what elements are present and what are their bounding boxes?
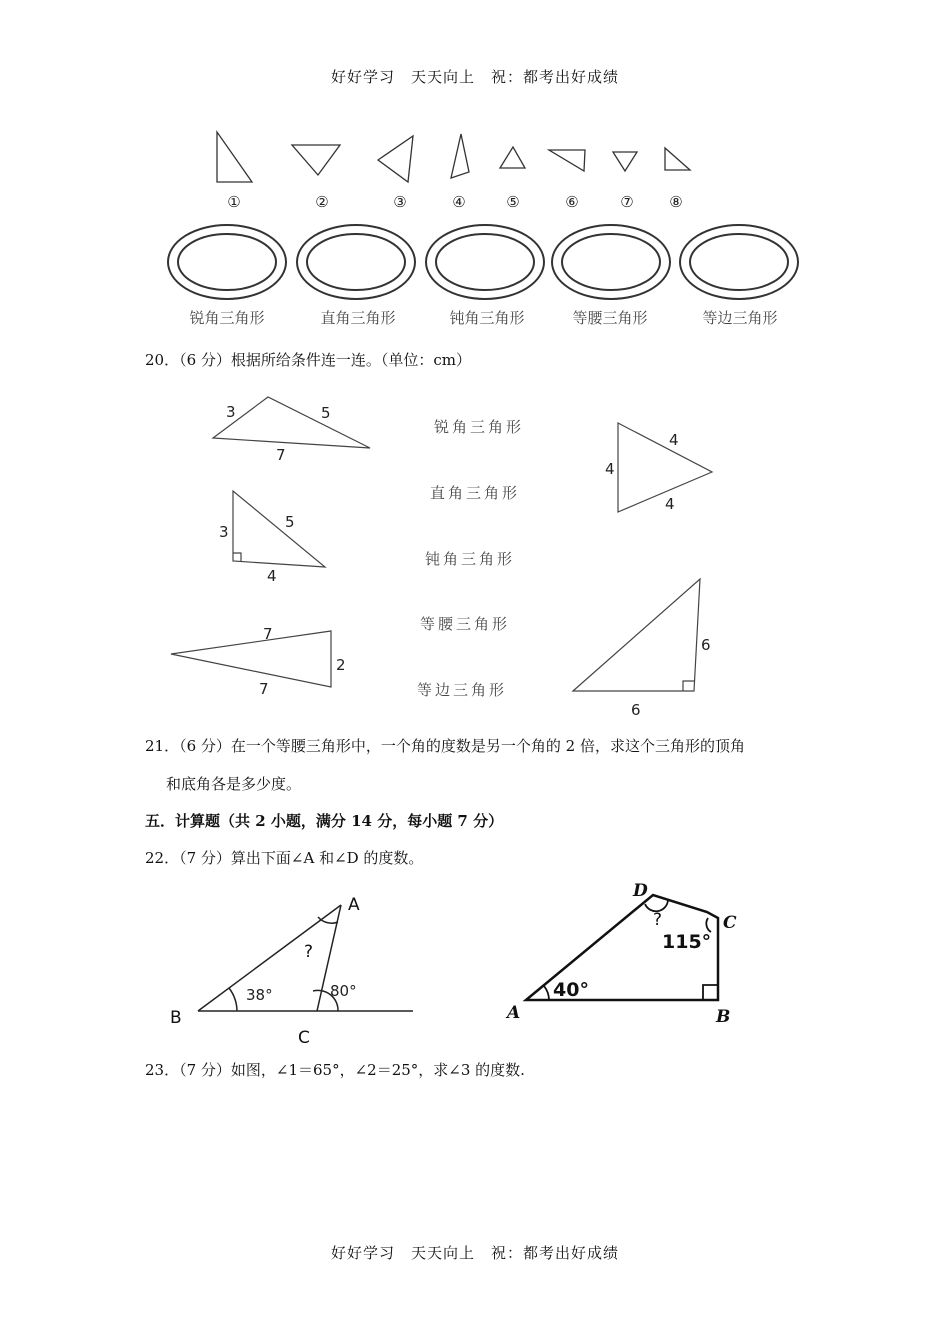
category-label-2: 直角三角形 <box>320 309 396 327</box>
triangle-3 <box>378 136 413 182</box>
fig1-label-C: C <box>298 1028 310 1048</box>
right-angle-mark-B <box>703 985 718 1000</box>
oval-inner-4 <box>562 234 660 290</box>
oval-outer-5 <box>680 225 798 299</box>
triangle-4 <box>451 134 469 178</box>
tri4-side-b: 4 <box>605 460 615 478</box>
number-5: ⑤ <box>506 193 520 211</box>
triangle-7 <box>613 152 637 171</box>
angle-A-arc <box>544 986 549 1000</box>
tri-3-5-7 <box>213 397 370 448</box>
number-3: ③ <box>393 193 407 211</box>
oval-inner-1 <box>178 234 276 290</box>
q20-prompt: 20．（6 分）根据所给条件连一连。（单位：cm） <box>145 351 472 369</box>
angle-B-arc <box>229 988 237 1011</box>
q22-prompt: 22．（7 分）算出下面∠A 和∠D 的度数。 <box>145 849 424 867</box>
fig1-question-mark: ? <box>304 942 314 962</box>
tri-6-6 <box>573 579 700 691</box>
oval-outer-4 <box>552 225 670 299</box>
number-2: ② <box>315 193 329 211</box>
tri5-side-a: 6 <box>701 636 711 654</box>
triangle-2 <box>292 145 340 175</box>
tri3-side-c: 7 <box>259 680 269 698</box>
category-label-4: 等腰三角形 <box>572 309 648 327</box>
triangle-1 <box>217 132 252 182</box>
number-7: ⑦ <box>620 193 634 211</box>
page-header: 好好学习 天天向上 祝：都考出好成绩 <box>330 68 619 86</box>
fig1-angle-C: 80° <box>330 982 357 1000</box>
name-isosceles: 等腰三角形 <box>420 615 511 633</box>
page-footer: 好好学习 天天向上 祝：都考出好成绩 <box>330 1244 619 1262</box>
fig1-angle-B: 38° <box>246 986 273 1004</box>
fig2-label-A: A <box>507 1003 521 1023</box>
fig1-label-B: B <box>170 1008 182 1028</box>
tri3-side-b: 2 <box>336 656 346 674</box>
tri1-side-b: 5 <box>321 404 331 422</box>
name-equilateral: 等边三角形 <box>417 681 508 699</box>
tri1-side-c: 7 <box>276 446 286 464</box>
tri4-side-a: 4 <box>669 431 679 449</box>
name-right: 直角三角形 <box>430 484 521 502</box>
tri3-side-a: 7 <box>263 625 273 643</box>
right-angle-mark-2 <box>683 681 694 691</box>
category-label-3: 钝角三角形 <box>449 309 525 327</box>
name-obtuse: 钝角三角形 <box>425 550 516 568</box>
q23-prompt: 23．（7 分）如图，∠1＝65°，∠2＝25°，求∠3 的度数. <box>145 1061 525 1079</box>
tri4-side-c: 4 <box>665 495 675 513</box>
tri2-side-c: 4 <box>267 567 277 585</box>
oval-outer-3 <box>426 225 544 299</box>
category-label-5: 等边三角形 <box>702 309 778 327</box>
fig2-label-B: B <box>716 1007 731 1027</box>
category-label-1: 锐角三角形 <box>189 309 265 327</box>
right-angle-mark-1 <box>233 553 241 561</box>
q20-figure <box>0 385 950 725</box>
angle-A-arc <box>318 917 338 923</box>
q22-figure <box>0 870 950 1055</box>
section-title: 五．计算题（共 2 小题，满分 14 分，每小题 7 分） <box>145 812 504 830</box>
tri1-side-a: 3 <box>226 403 236 421</box>
triangle-5 <box>500 147 525 168</box>
fig2-label-D: D <box>633 881 648 901</box>
q19-figure <box>0 120 950 335</box>
oval-outer-1 <box>168 225 286 299</box>
fig1-label-A: A <box>348 895 360 915</box>
fig2-label-C: C <box>723 913 737 933</box>
triangle-8 <box>665 148 690 170</box>
q21-line2: 和底角各是多少度。 <box>166 775 302 793</box>
oval-inner-3 <box>436 234 534 290</box>
tri-7-2-7 <box>171 631 331 687</box>
fig2-question-mark: ? <box>653 910 663 930</box>
oval-outer-2 <box>297 225 415 299</box>
oval-inner-5 <box>690 234 788 290</box>
number-6: ⑥ <box>565 193 579 211</box>
number-4: ④ <box>452 193 466 211</box>
number-1: ① <box>227 193 241 211</box>
tri-3-4-5 <box>233 491 325 567</box>
tri2-side-a: 3 <box>219 523 229 541</box>
tri5-side-b: 6 <box>631 701 641 719</box>
q21-line1: 21．（6 分）在一个等腰三角形中，一个角的度数是另一个角的 2 倍，求这个三角形的顶角 <box>145 737 745 755</box>
angle-C-arc <box>706 918 711 932</box>
fig2-angle-C: 115° <box>662 931 712 953</box>
tri2-side-b: 5 <box>285 513 295 531</box>
triangle-6 <box>549 150 585 171</box>
fig2-angle-A: 40° <box>553 979 589 1001</box>
name-acute: 锐角三角形 <box>434 418 525 436</box>
oval-inner-2 <box>307 234 405 290</box>
number-8: ⑧ <box>669 193 683 211</box>
